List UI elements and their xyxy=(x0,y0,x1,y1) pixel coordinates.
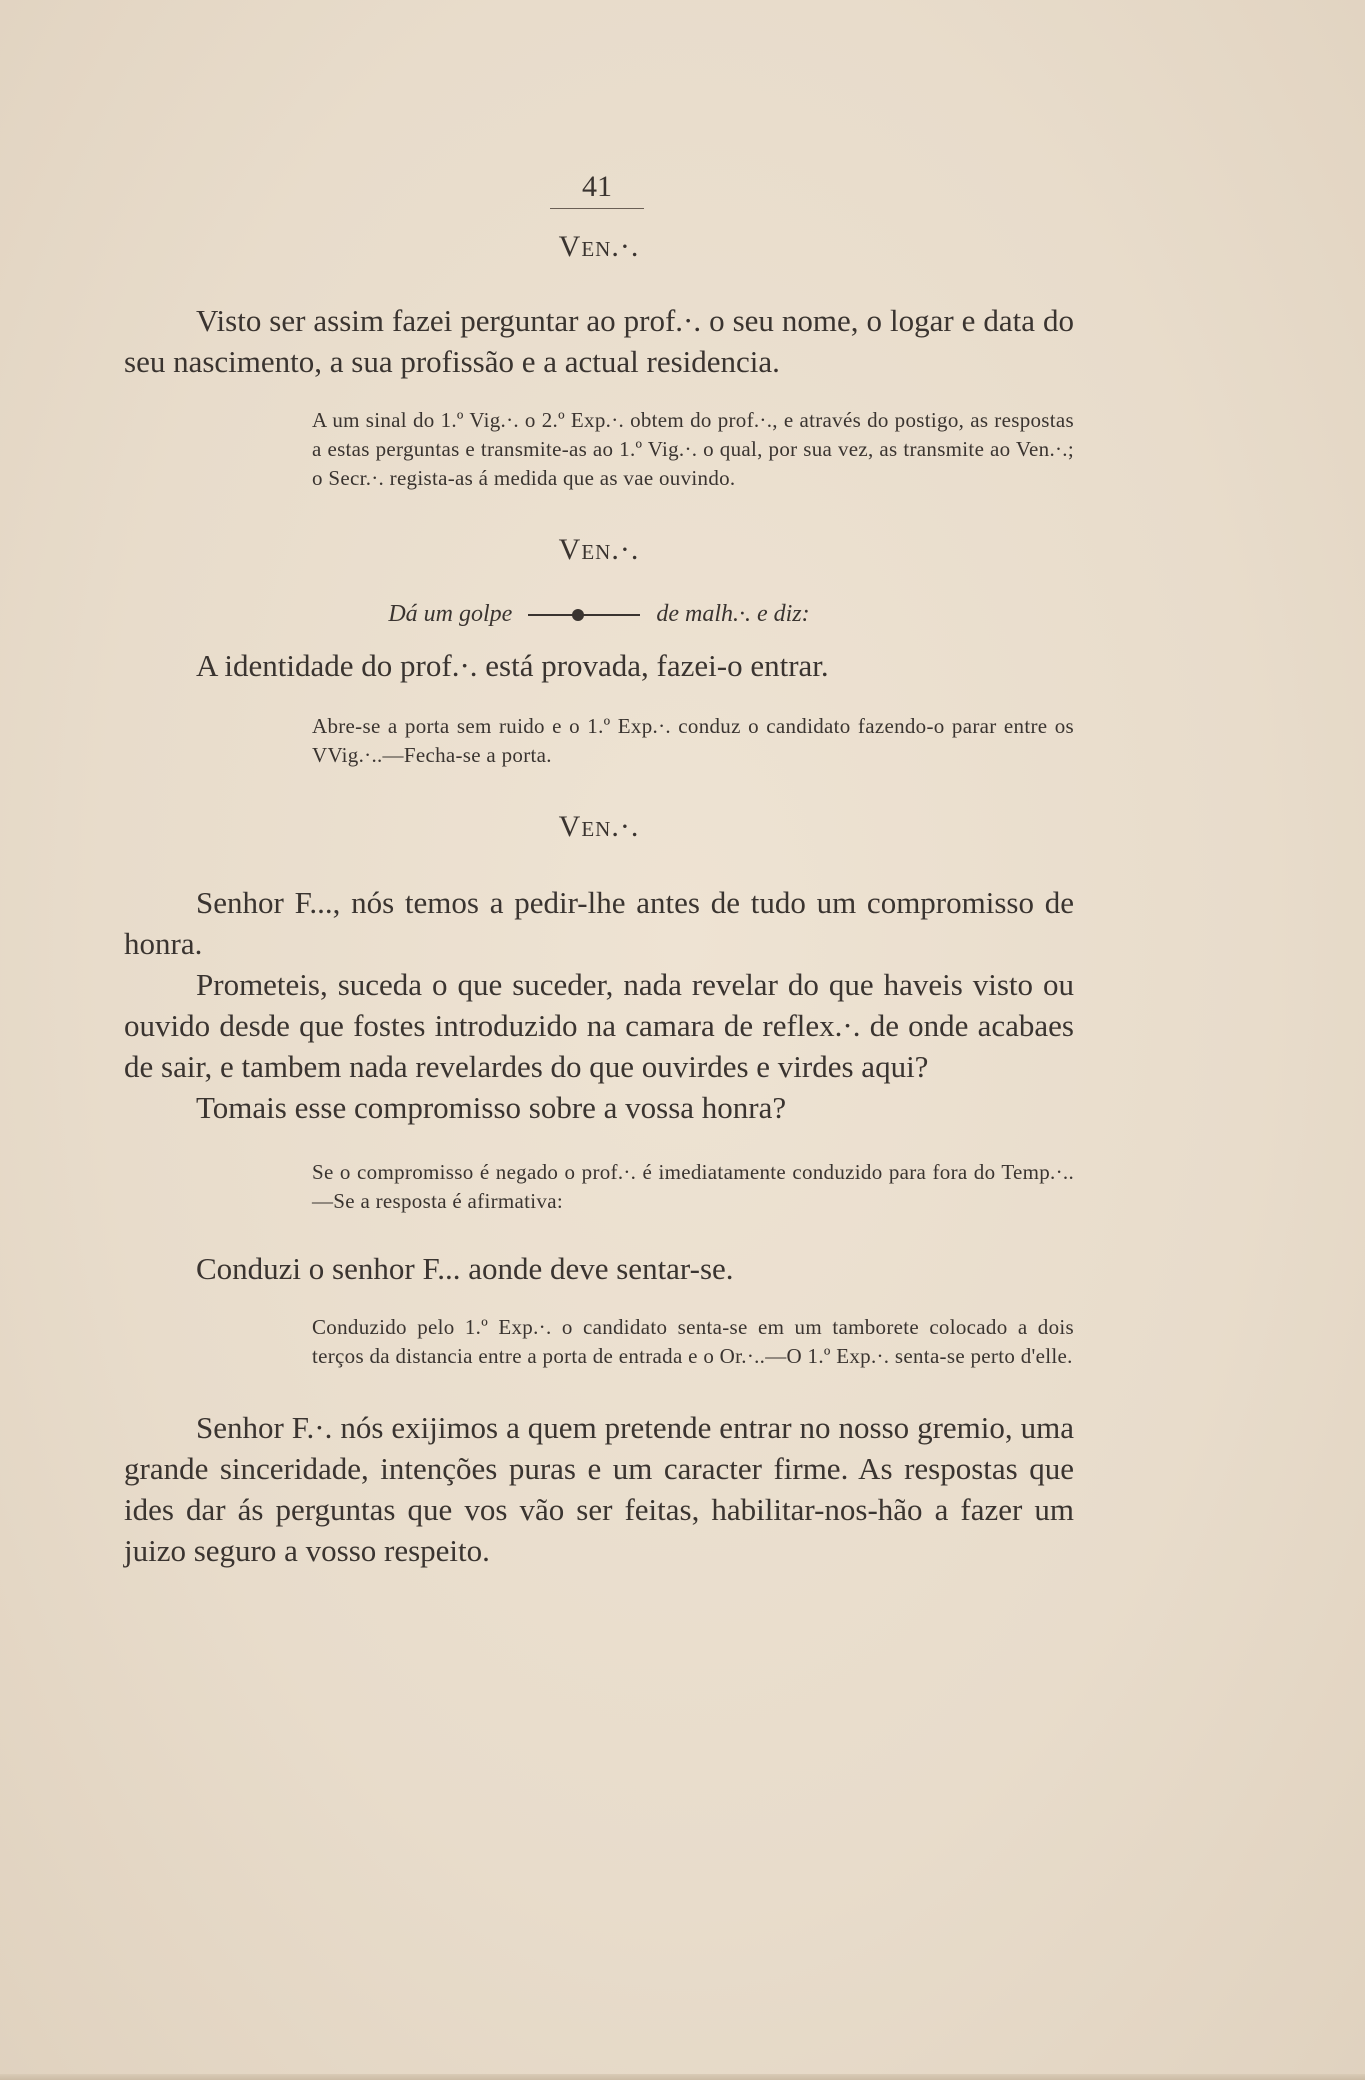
stage-direction: Se o compromisso é negado o prof.·. é imediatamente conduzido para fora do Temp.·..—Se a resposta é afirmativa: xyxy=(312,1160,1074,1213)
speech-paragraph: Prometeis, suceda o que suceder, nada revelar do que haveis visto ou ouvido desde que fostes introduzido na camara de reflex.·. de onde acabaes de sair, e tambem nada revelardes do que ouvirdes e virdes aqui? xyxy=(124,967,1074,1084)
mallet-stroke-line xyxy=(124,597,1074,631)
stage-direction: Conduzido pelo 1.º Exp.·. o candidato senta-se em um tamborete colocado a dois terços da distancia entre a porta de entrada e o Or.·..—O 1.º Exp.·. senta-se perto d'elle. xyxy=(312,1315,1074,1368)
page-number: 41 xyxy=(550,168,644,209)
speaker-heading: Ven.·. xyxy=(558,810,640,843)
speaker-heading: Ven.·. xyxy=(558,533,640,566)
speech-paragraph: Visto ser assim fazei perguntar ao prof.·. o seu nome, o logar e data do seu nascimento, a sua profissão e a actual residencia. xyxy=(124,303,1074,379)
speech-paragraph: Senhor F..., nós temos a pedir-lhe antes de tudo um compromisso de honra. xyxy=(124,885,1074,961)
speech-paragraph: Senhor F.·. nós exijimos a quem pretende entrar no nosso gremio, uma grande sinceridade, intenções puras e um caracter firme. As respostas que ides dar ás perguntas que vos vão ser feitas, habilitar-nos-hão a fazer um juizo seguro a vosso respeito. xyxy=(124,1410,1074,1568)
speech-paragraph: Tomais esse compromisso sobre a vossa honra? xyxy=(196,1090,787,1125)
speech-paragraph: A identidade do prof.·. está provada, fazei-o entrar. xyxy=(196,648,829,683)
mallet-text-after: de malh.·. e diz: xyxy=(656,601,810,627)
mallet-text-before: Dá um golpe xyxy=(388,601,513,627)
stage-direction: A um sinal do 1.º Vig.·. o 2.º Exp.·. obtem do prof.·., e através do postigo, as respostas a estas perguntas e transmite-as ao 1.º Vig.·. o qual, por sua vez, as transmite ao Ven.·.; o Secr.·. regista-as á medida que as vae ouvindo. xyxy=(312,408,1074,490)
speaker-heading: Ven.·. xyxy=(558,230,640,263)
mallet-icon xyxy=(528,614,640,616)
stage-direction: Abre-se a porta sem ruido e o 1.º Exp.·. conduz o candidato fazendo-o parar entre os VVig.·..—Fecha-se a porta. xyxy=(312,714,1074,767)
page-content xyxy=(124,228,1074,1571)
page-bottom-edge xyxy=(0,2074,1365,2080)
speech-paragraph: Conduzi o senhor F... aonde deve sentar-se. xyxy=(196,1251,734,1286)
